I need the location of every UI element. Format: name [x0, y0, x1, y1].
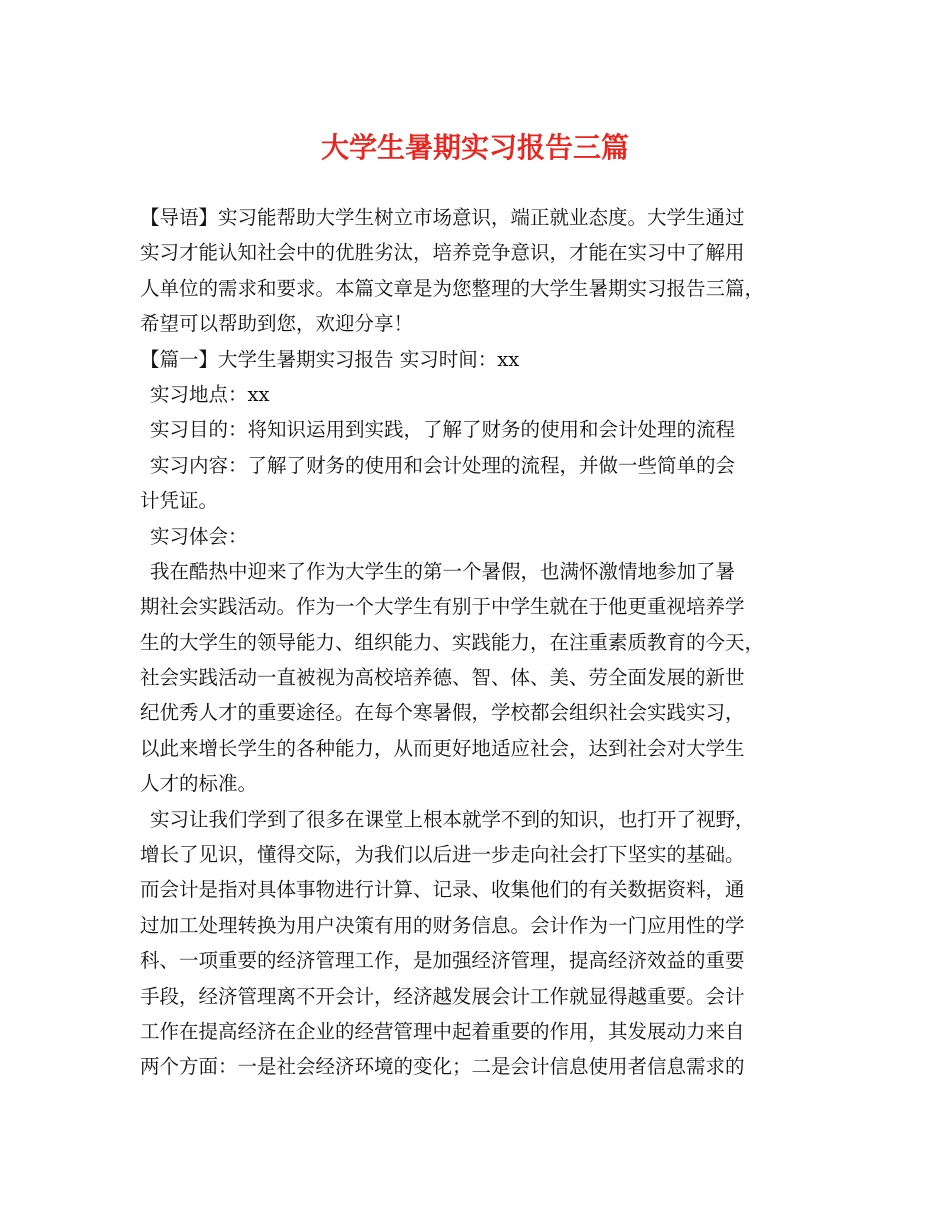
paragraph-line: 我在酷热中迎来了作为大学生的第一个暑假，也满怀激情地参加了暑	[150, 559, 736, 583]
section-heading-line: 【篇一】大学生暑期实习报告 实习时间：xx	[140, 347, 520, 371]
paragraph-line: 过加工处理转换为用户决策有用的财务信息。会计作为一门应用性的学	[140, 913, 745, 937]
paragraph-line: 以此来增长学生的各种能力，从而更好地适应社会，达到社会对大学生	[140, 736, 745, 760]
document-body	[140, 200, 830, 1085]
paragraph-line: 期社会实践活动。作为一个大学生有别于中学生就在于他更重视培养学	[140, 595, 745, 619]
document-title: 大学生暑期实习报告三篇	[320, 131, 629, 164]
paragraph-line: 实习才能认知社会中的优胜劣汰，培养竞争意识，才能在实习中了解用	[140, 241, 745, 265]
paragraph-line: 实习体会：	[150, 524, 248, 548]
paragraph-line: 希望可以帮助到您，欢迎分享！	[140, 312, 414, 336]
paragraph-line: 计凭证。	[140, 489, 219, 513]
paragraph-line: 两个方面：一是社会经济环境的变化；二是会计信息使用者信息需求的	[140, 1055, 745, 1079]
paragraph-line: 生的大学生的领导能力、组织能力、实践能力，在注重素质教育的今天，	[140, 630, 765, 654]
paragraph-line: 增长了见识，懂得交际，为我们以后进一步走向社会打下坚实的基础。	[140, 843, 745, 867]
paragraph-line: 人单位的需求和要求。本篇文章是为您整理的大学生暑期实习报告三篇，	[140, 276, 765, 300]
paragraph-line: 科、一项重要的经济管理工作，是加强经济管理，提高经济效益的重要	[140, 949, 745, 973]
paragraph-line: 实习目的：将知识运用到实践，了解了财务的使用和会计处理的流程	[150, 418, 736, 442]
paragraph-line: 【导语】实习能帮助大学生树立市场意识，端正就业态度。大学生通过	[140, 206, 745, 229]
paragraph-line: 工作在提高经济在企业的经营管理中起着重要的作用，其发展动力来自	[140, 1019, 745, 1043]
paragraph-line: 纪优秀人才的重要途径。在每个寒暑假，学校都会组织社会实践实习，	[140, 701, 745, 725]
paragraph-line: 人才的标准。	[140, 772, 258, 796]
paragraph-line: 实习让我们学到了很多在课堂上根本就学不到的知识，也打开了视野，	[150, 807, 755, 831]
paragraph-line: 实习内容：了解了财务的使用和会计处理的流程，并做一些简单的会	[150, 453, 736, 477]
paragraph-line: 实习地点：xx	[150, 382, 270, 406]
paragraph-line: 手段，经济管理离不开会计，经济越发展会计工作就显得越重要。会计	[140, 984, 745, 1008]
paragraph-line: 而会计是指对具体事物进行计算、记录、收集他们的有关数据资料，通	[140, 878, 745, 902]
paragraph-line: 社会实践活动一直被视为高校培养德、智、体、美、劳全面发展的新世	[140, 666, 745, 690]
